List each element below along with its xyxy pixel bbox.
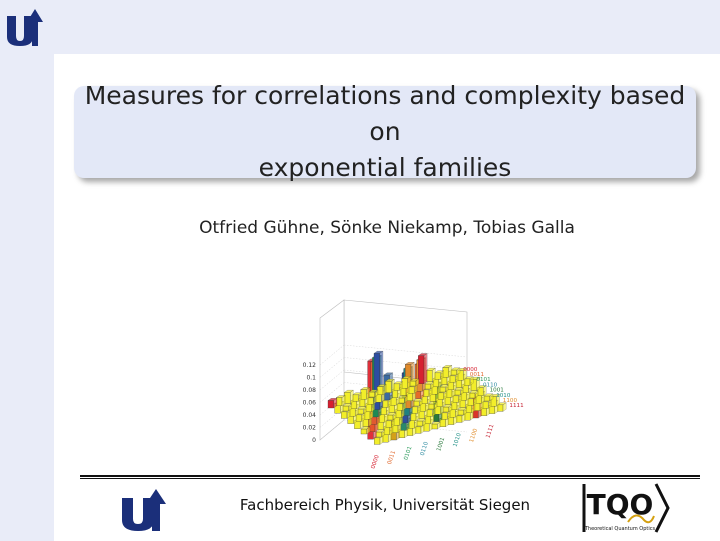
y-tick-label: 0.06 [302,399,316,407]
y-tick-label: 0.1 [306,374,316,382]
chart-bar [353,393,362,402]
y-tick-label: 0.04 [302,412,316,419]
side-tick-label: 1100 [502,398,518,404]
footer-text: Fachbereich Physik, Universität Siegen [239,496,531,514]
chart-bar [443,365,452,377]
chart-bar [394,382,403,391]
authors: Otfried Gühne, Sönke Niekamp, Tobias Galla [199,218,575,238]
title-line-2: exponential families [258,153,512,182]
footer-rule-top [80,475,700,477]
side-tick-label: 0110 [483,382,498,389]
x-tick-label: 1010 [452,432,463,448]
footer-rule-bottom [80,478,700,480]
y-tick-label: 0 [312,437,316,444]
x-tick-label: 0000 [370,454,381,470]
university-logo-icon [120,486,170,532]
chart-bar [344,390,353,403]
side-tick-label: 0101 [476,377,491,384]
x-tick-label: 0011 [386,449,398,466]
x-tick-label: 0110 [419,441,430,457]
x-tick-label: 0101 [403,445,414,461]
3d-bar-chart [292,290,524,470]
chart-bar [361,387,370,399]
chart-bar [402,376,411,388]
header-band [0,0,720,54]
chart-bar [328,398,337,408]
chart-bar [385,379,394,392]
y-tick-label: 0.12 [302,362,316,369]
chart-bar [418,353,427,383]
chart-bar [435,371,444,380]
side-tick-label: 1010 [496,392,511,399]
sidebar-band [0,0,54,541]
chart-side-wall [320,300,344,440]
side-tick-label: 1001 [489,387,504,394]
x-tick-label: 1111 [485,423,496,439]
side-tick-label: 1111 [509,403,524,410]
x-tick-label: 1100 [468,427,480,444]
title-line-1: Measures for correlations and complexity based on [84,81,686,146]
y-tick-label: 0.08 [302,387,316,394]
side-tick-label: 0000 [463,366,478,373]
tqo-logo-icon [580,480,672,536]
university-logo-icon [4,6,46,48]
chart-bar [426,368,435,381]
tqo-logo-subtitle: Theoretical Quantum Optics [584,526,656,532]
x-tick-label: 1001 [436,436,447,453]
chart-bar [432,422,441,429]
chart-bar [377,384,386,394]
tqo-logo-text: TQO [586,488,654,521]
title-box [74,81,696,182]
y-tick-label: 0.02 [302,424,316,432]
side-tick-label: 0011 [469,372,485,378]
chart-bar [336,395,345,405]
